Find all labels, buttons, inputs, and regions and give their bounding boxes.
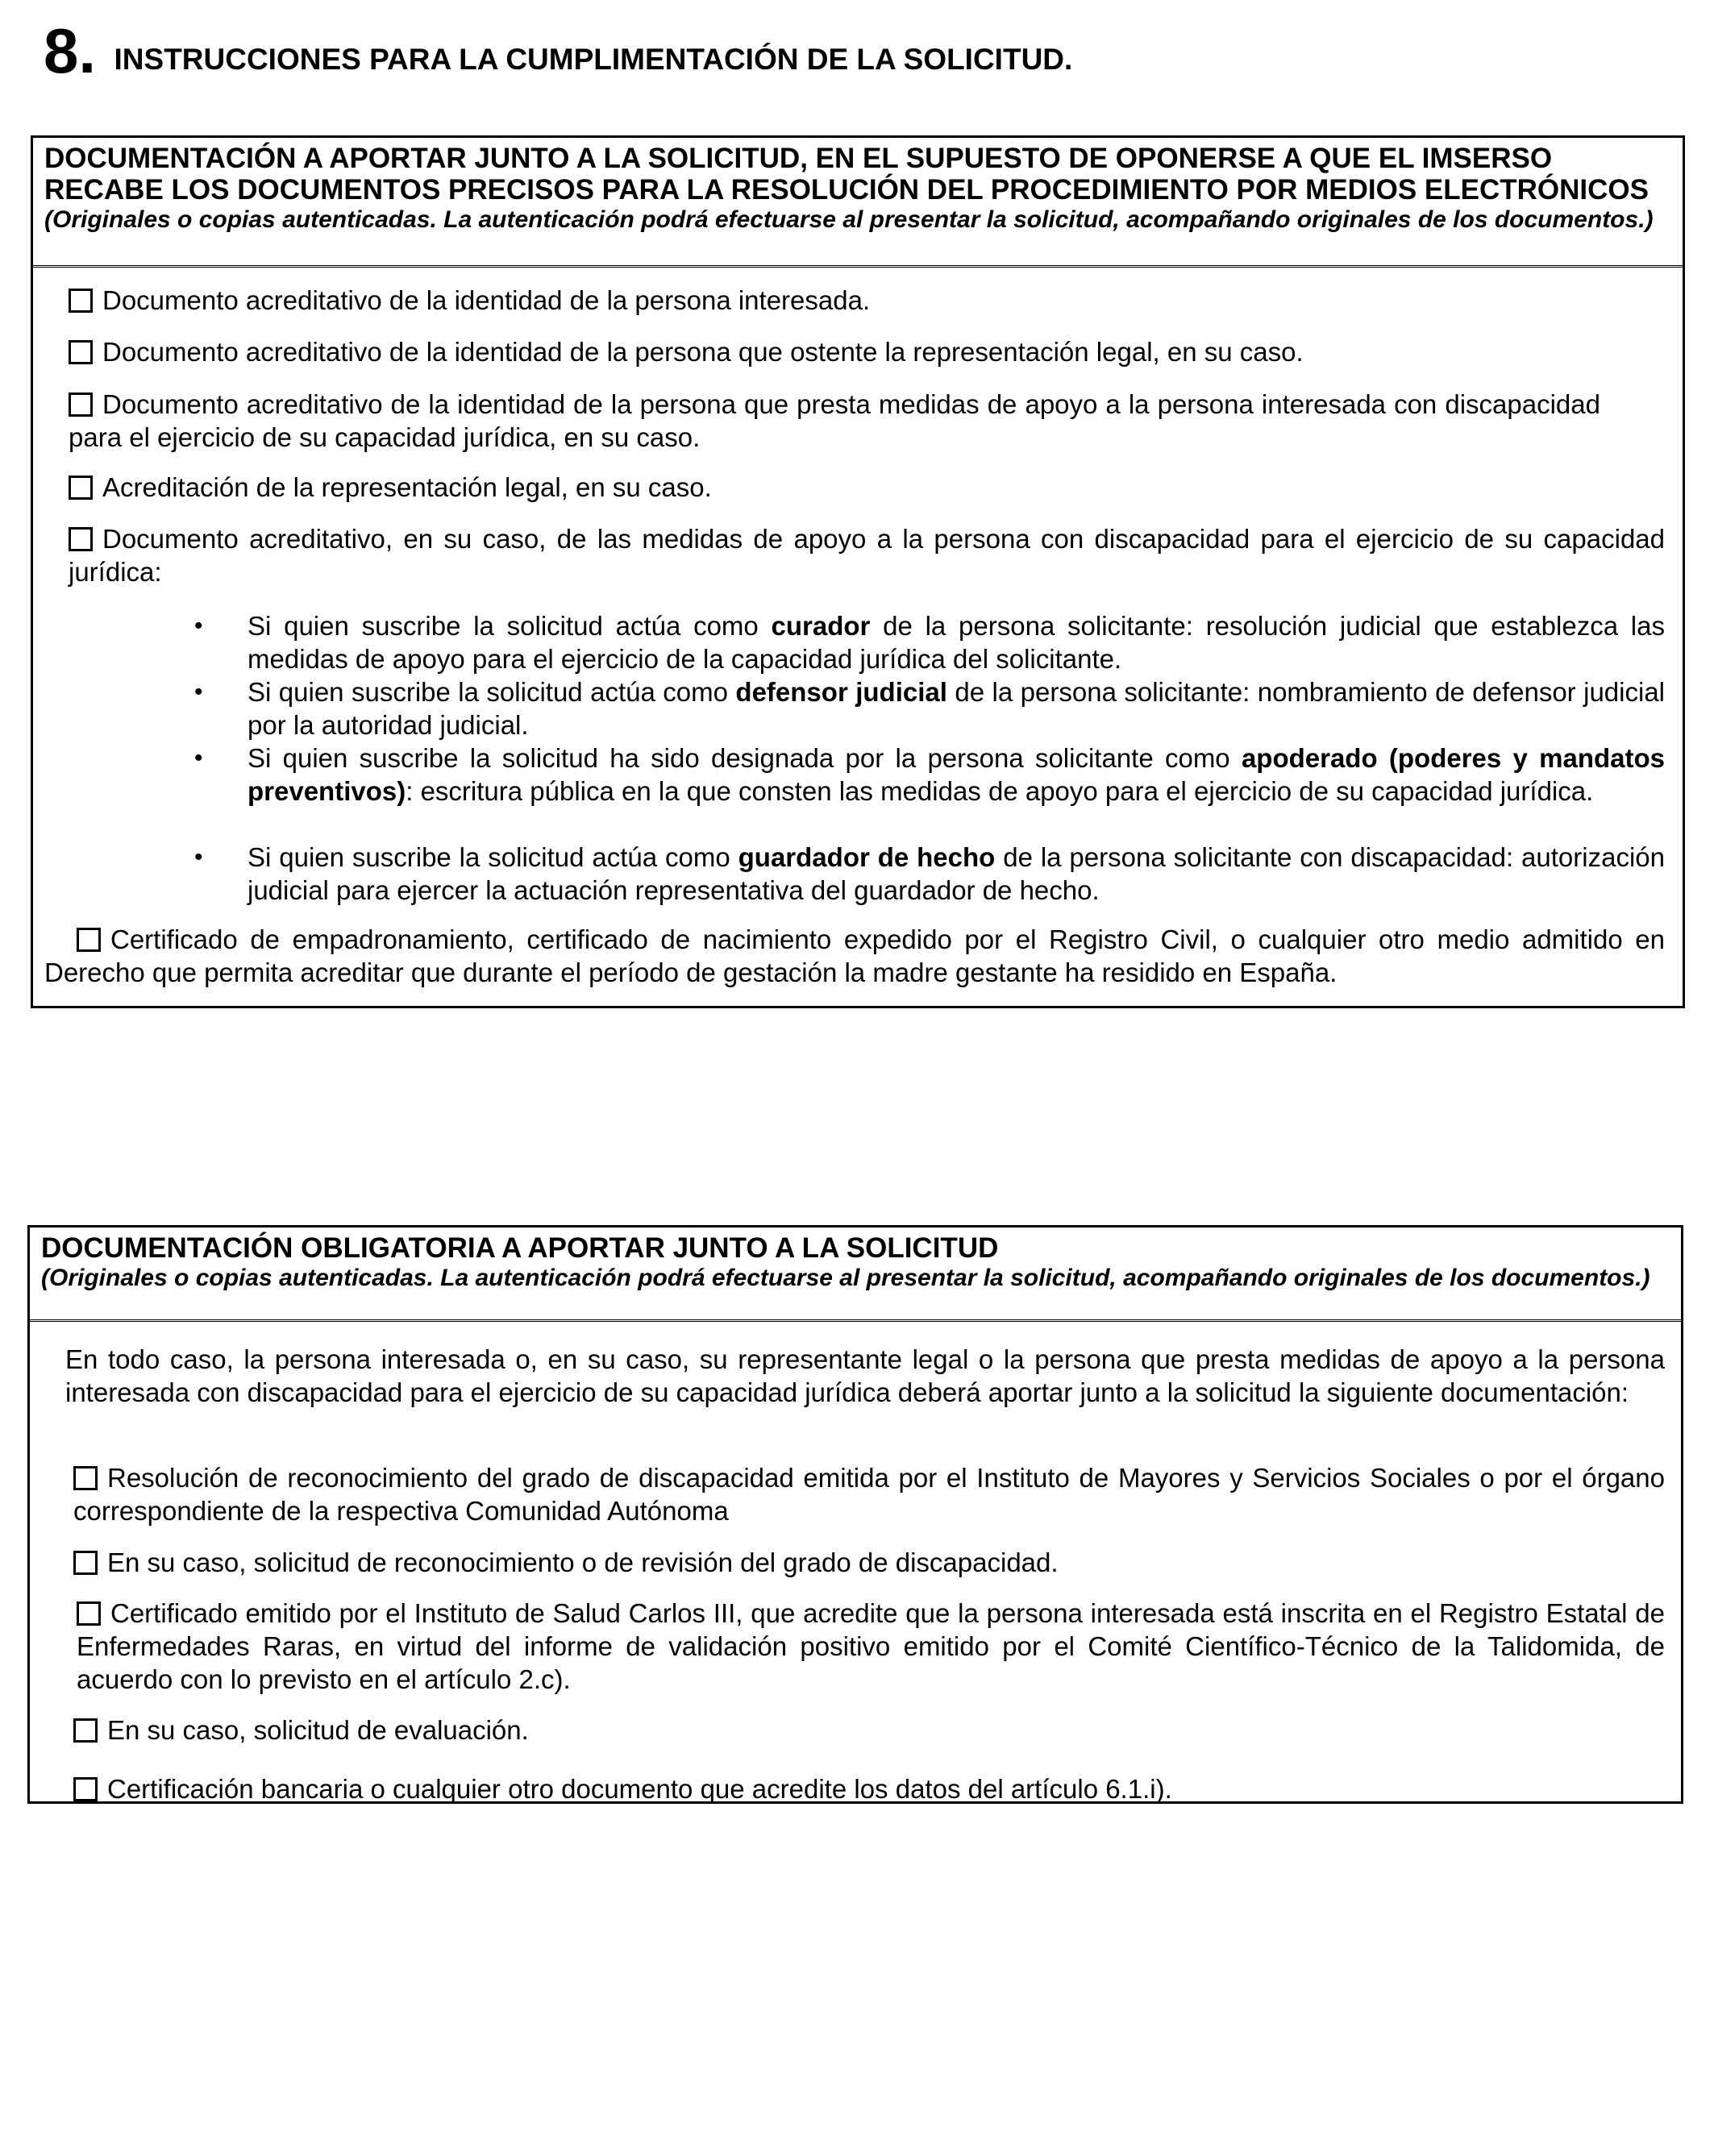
header-line-1: DOCUMENTACIÓN A APORTAR JUNTO A LA SOLICITUD, EN EL SUPUESTO DE OPONERSE A QUE EL IMSERSO	[44, 143, 1553, 174]
checkbox[interactable]	[73, 1551, 98, 1575]
optional-documents-box	[31, 135, 1685, 1008]
doc-item	[69, 335, 1665, 368]
doc-item	[73, 1546, 1665, 1579]
optional-documents-header	[33, 138, 1683, 268]
checkbox[interactable]	[69, 340, 93, 364]
item-text-continued: para el ejercicio de su capacidad jurídica, en su caso.	[69, 422, 701, 452]
item-text: Certificado de empadronamiento, certificado de nacimiento expedido por el Registro Civil, o cualquier otro medio admitido en Derecho que permita acreditar que durante el período de gestación la madre gestante ha residido en España.	[44, 924, 1665, 987]
item-text: Resolución de reconocimiento del grado de discapacidad emitida por el Instituto de Mayores y Servicios Sociales o por el órgano correspondiente de la respectiva Comunidad Autónoma	[73, 1463, 1665, 1526]
checkbox[interactable]	[73, 1718, 98, 1743]
bullet-marker: •	[194, 679, 203, 705]
checkbox[interactable]	[69, 527, 93, 551]
checkbox[interactable]	[73, 1466, 98, 1490]
mandatory-documents-header	[30, 1228, 1681, 1322]
mandatory-documents-box	[27, 1225, 1683, 1804]
bullet-marker: •	[194, 613, 203, 639]
checkbox[interactable]	[73, 1777, 98, 1801]
item-text: Documento acreditativo de la identidad de la persona que ostente la representación legal, en su caso.	[102, 337, 1304, 367]
checkbox[interactable]	[69, 393, 93, 417]
item-text: En su caso, solicitud de evaluación.	[107, 1715, 529, 1745]
header-line-1: DOCUMENTACIÓN OBLIGATORIA A APORTAR JUNTO A LA SOLICITUD	[41, 1232, 999, 1264]
doc-item	[69, 388, 1665, 454]
doc-item	[69, 471, 1665, 504]
doc-item	[69, 284, 1665, 317]
doc-item	[73, 1461, 1665, 1527]
bullet-marker: •	[194, 745, 203, 771]
item-text: Documento acreditativo, en su caso, de las medidas de apoyo a la persona con discapacidad para el ejercicio de su capacidad jurídica:	[69, 524, 1665, 587]
checkbox[interactable]	[77, 928, 101, 952]
section-number: 8.	[44, 15, 97, 86]
intro-paragraph: En todo caso, la persona interesada o, en su caso, su representante legal o la persona que presta medidas de apoyo a la persona interesada con discapacidad para el ejercicio de su capacidad jurídica deberá aportar junto a la solicitud la siguiente documentación:	[65, 1344, 1665, 1407]
header-line-2: RECABE LOS DOCUMENTOS PRECISOS PARA LA RESOLUCIÓN DEL PROCEDIMIENTO POR MEDIOS ELECTRÓNICOS	[44, 174, 1649, 206]
item-text: Documento acreditativo de la identidad de la persona interesada.	[102, 285, 871, 315]
checkbox[interactable]	[69, 289, 93, 313]
bullet-marker: •	[194, 844, 203, 870]
bullet-item: Si quien suscribe la solicitud actúa como guardador de hecho de la persona solicitante con discapacidad: autorización judicial para ejercer la actuación representativa del guardador de hecho.	[248, 842, 1665, 905]
bullet-item: Si quien suscribe la solicitud actúa como defensor judicial de la persona solicitante: nombramiento de defensor judicial por la autoridad judicial.	[248, 677, 1666, 740]
header-note: (Originales o copias autenticadas. La autenticación podrá efectuarse al presentar la solicitud, acompañando originales de los documentos.)	[41, 1265, 1650, 1291]
header-note: (Originales o copias autenticadas. La autenticación podrá efectuarse al presentar la solicitud, acompañando originales de los documentos.)	[44, 206, 1654, 233]
doc-item	[73, 1772, 1665, 1805]
section-heading	[44, 15, 1072, 88]
item-text: Certificado emitido por el Instituto de Salud Carlos III, que acredite que la persona interesada está inscrita en el Registro Estatal de Enfermedades Raras, en virtud del informe de validación positivo emitido por el Comité Científico-Técnico de la Talidomida, de acuerdo con lo previsto en el artículo 2.c).	[77, 1598, 1665, 1694]
item-text: Certificación bancaria o cualquier otro documento que acredite los datos del artículo 6.1.i).	[107, 1774, 1172, 1804]
bullet-item: Si quien suscribe la solicitud ha sido designada por la persona solicitante como apoderado (poderes y mandatos preventivos): escritura pública en la que consten las medidas de apoyo para el ejercicio de su capacidad jurídica.	[248, 743, 1666, 806]
doc-item	[44, 923, 1665, 989]
doc-item	[73, 1714, 1665, 1747]
item-text: Documento acreditativo de la identidad de la persona que presta medidas de apoyo a la persona interesada con discapacidad	[102, 389, 1600, 419]
item-text: En su caso, solicitud de reconocimiento o de revisión del grado de discapacidad.	[107, 1547, 1059, 1577]
doc-item	[69, 522, 1665, 588]
section-title: INSTRUCCIONES PARA LA CUMPLIMENTACIÓN DE LA SOLICITUD.	[114, 43, 1073, 76]
checkbox[interactable]	[69, 476, 93, 500]
item-text: Acreditación de la representación legal, en su caso.	[102, 472, 712, 502]
doc-item	[77, 1597, 1665, 1696]
checkbox[interactable]	[77, 1601, 101, 1626]
bullet-item: Si quien suscribe la solicitud actúa como curador de la persona solicitante: resolución judicial que establezca las medidas de apoyo para el ejercicio de la capacidad jurídica del solicitante.	[248, 611, 1665, 674]
